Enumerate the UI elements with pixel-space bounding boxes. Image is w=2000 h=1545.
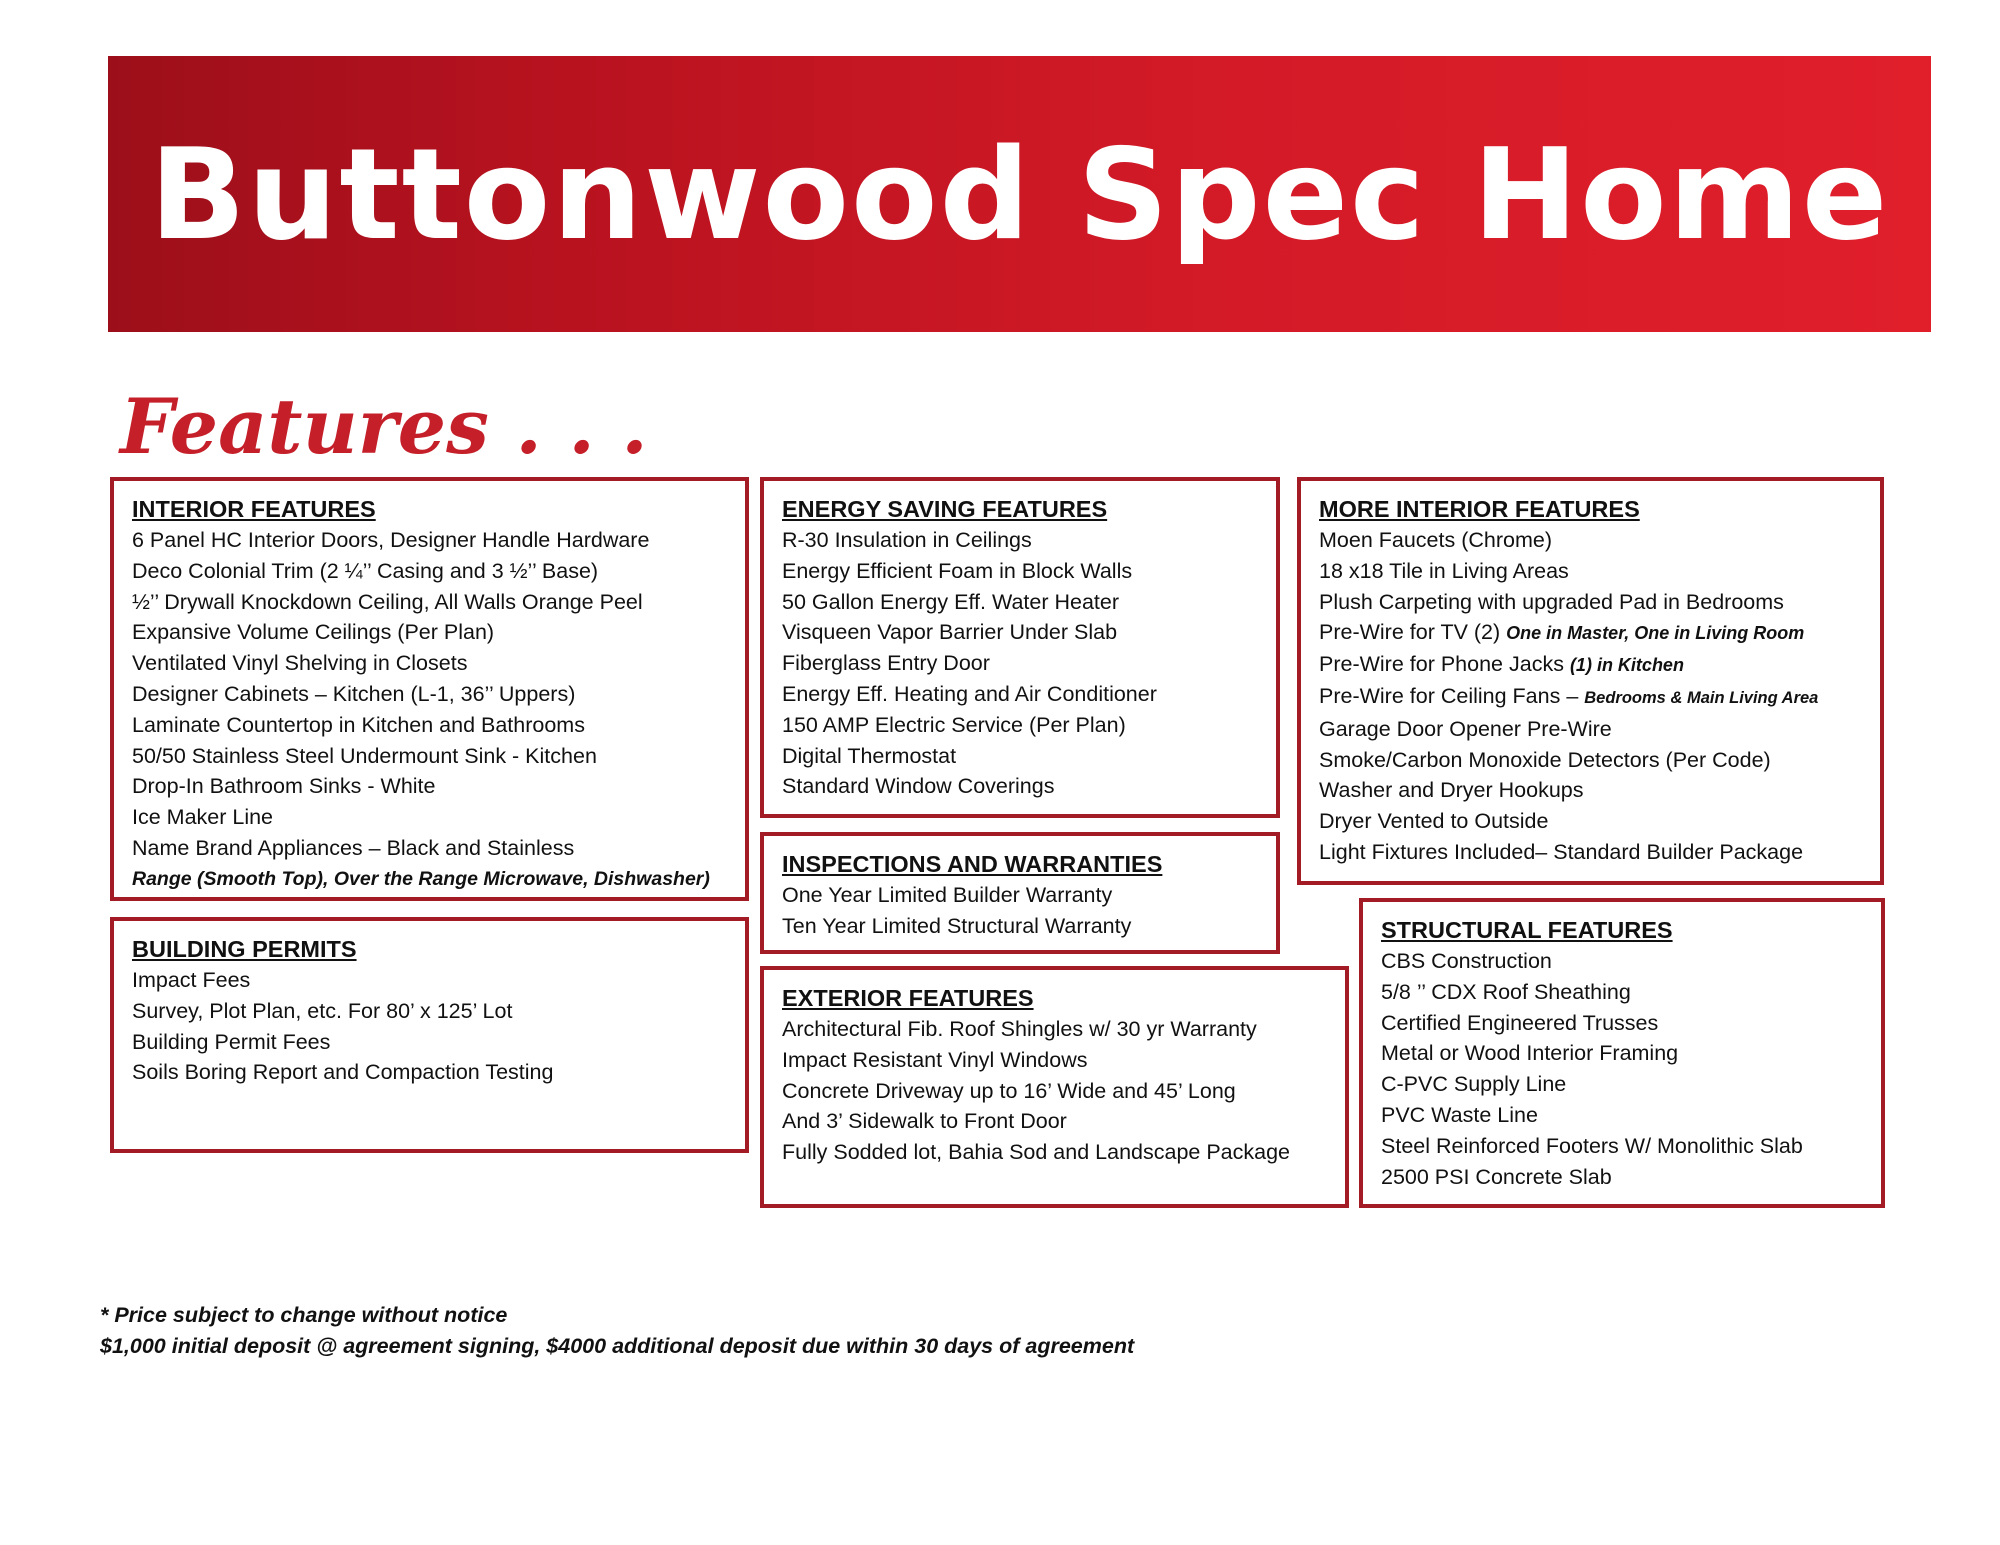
tv-prewire-note: One in Master, One in Living Room [1506, 623, 1805, 644]
list-item: 50/50 Stainless Steel Undermount Sink - Kitchen [132, 743, 597, 768]
list-item: And 3’ Sidewalk to Front Door [782, 1109, 1067, 1134]
fan-prewire-note: Bedrooms & Main Living Area [1584, 688, 1819, 707]
inspections-warranties-box [760, 832, 1280, 954]
list-item: 6 Panel HC Interior Doors, Designer Handle Hardware [132, 528, 650, 552]
list-item: Energy Eff. Heating and Air Conditioner [782, 681, 1157, 706]
list-item [1319, 649, 1862, 681]
list-item: Soils Boring Report and Compaction Testing [132, 1060, 554, 1085]
deposit-notice: $1,000 initial deposit @ agreement signing, $4000 additional deposit due within 30 days of agreement [100, 1334, 1135, 1358]
list-item: Designer Cabinets – Kitchen (L-1, 36’’ Uppers) [132, 681, 576, 706]
list-item: Range (Smooth Top), Over the Range Microwave, Dishwasher) [132, 867, 710, 890]
page-title: Buttonwood Spec Home [149, 120, 1890, 268]
list-item: Garage Door Opener Pre-Wire [1319, 716, 1612, 741]
list-item: Ice Maker Line [132, 805, 274, 830]
list-item: Impact Fees [132, 968, 251, 992]
list-item: Digital Thermostat [782, 743, 957, 768]
list-item: Dryer Vented to Outside [1319, 809, 1549, 834]
list-item: Steel Reinforced Footers W/ Monolithic Slab [1381, 1133, 1803, 1158]
interior-features-list [132, 525, 727, 895]
structural-features-title: STRUCTURAL FEATURES [1381, 917, 1673, 943]
building-permits-list [132, 965, 727, 1088]
list-item: Architectural Fib. Roof Shingles w/ 30 yr Warranty [782, 1017, 1257, 1041]
list-item: Metal or Wood Interior Framing [1381, 1041, 1679, 1066]
fan-prewire-label: Pre-Wire for Ceiling Fans – [1319, 683, 1579, 708]
phone-prewire-label: Pre-Wire for Phone Jacks [1319, 652, 1564, 677]
list-item: 50 Gallon Energy Eff. Water Heater [782, 589, 1119, 614]
title-banner [108, 56, 1931, 332]
building-permits-title: BUILDING PERMITS [132, 936, 357, 962]
structural-features-box [1359, 898, 1885, 1208]
inspections-warranties-list [782, 880, 1258, 942]
exterior-features-box [760, 966, 1349, 1208]
list-item: Survey, Plot Plan, etc. For 80’ x 125’ Lot [132, 998, 513, 1023]
list-item: Fiberglass Entry Door [782, 651, 990, 676]
list-item: C-PVC Supply Line [1381, 1072, 1567, 1097]
list-item: ½’’ Drywall Knockdown Ceiling, All Walls Orange Peel [132, 589, 643, 614]
list-item: Building Permit Fees [132, 1029, 331, 1054]
list-item [1319, 617, 1862, 649]
list-item: Light Fixtures Included– Standard Builder Package [1319, 839, 1804, 864]
list-item: Moen Faucets (Chrome) [1319, 528, 1552, 552]
list-item: Laminate Countertop in Kitchen and Bathrooms [132, 712, 585, 737]
interior-features-title: INTERIOR FEATURES [132, 496, 376, 522]
list-item: Expansive Volume Ceilings (Per Plan) [132, 620, 495, 645]
list-item: 5/8 ’’ CDX Roof Sheathing [1381, 979, 1631, 1004]
list-item: Certified Engineered Trusses [1381, 1010, 1659, 1035]
list-item: Plush Carpeting with upgraded Pad in Bedrooms [1319, 589, 1784, 614]
exterior-features-title: EXTERIOR FEATURES [782, 985, 1034, 1011]
list-item: CBS Construction [1381, 949, 1552, 973]
list-item: 18 x18 Tile in Living Areas [1319, 558, 1569, 583]
interior-features-box [110, 477, 749, 901]
list-item: PVC Waste Line [1381, 1102, 1538, 1127]
list-item: Energy Efficient Foam in Block Walls [782, 558, 1133, 583]
more-interior-list [1319, 525, 1862, 868]
building-permits-box [110, 917, 749, 1153]
list-item: Ventilated Vinyl Shelving in Closets [132, 651, 468, 676]
list-item: One Year Limited Builder Warranty [782, 883, 1113, 907]
list-item: Deco Colonial Trim (2 ¼’’ Casing and 3 ½’’ Base) [132, 558, 599, 583]
list-item: Drop-In Bathroom Sinks - White [132, 774, 436, 799]
price-notice: * Price subject to change without notice [100, 1303, 508, 1327]
features-heading: Features . . . [120, 382, 648, 471]
energy-saving-title: ENERGY SAVING FEATURES [782, 496, 1108, 522]
list-item: 150 AMP Electric Service (Per Plan) [782, 712, 1126, 737]
list-item: Fully Sodded lot, Bahia Sod and Landscape Package [782, 1140, 1291, 1165]
inspections-warranties-title: INSPECTIONS AND WARRANTIES [782, 851, 1163, 877]
list-item: Name Brand Appliances – Black and Stainless [132, 835, 575, 860]
energy-saving-list [782, 525, 1258, 802]
list-item: Concrete Driveway up to 16’ Wide and 45’ Long [782, 1078, 1236, 1103]
more-interior-box [1297, 477, 1884, 885]
structural-features-list [1381, 946, 1863, 1192]
list-item: Washer and Dryer Hookups [1319, 778, 1584, 803]
energy-saving-box [760, 477, 1280, 818]
list-item: Ten Year Limited Structural Warranty [782, 913, 1132, 938]
list-item: Standard Window Coverings [782, 774, 1055, 799]
phone-prewire-note: (1) in Kitchen [1569, 655, 1684, 676]
list-item: R-30 Insulation in Ceilings [782, 528, 1032, 552]
list-item [1319, 681, 1862, 714]
list-item: Smoke/Carbon Monoxide Detectors (Per Code) [1319, 747, 1771, 772]
footnote [100, 1300, 1134, 1362]
list-item: 2500 PSI Concrete Slab [1381, 1164, 1612, 1189]
more-interior-title: MORE INTERIOR FEATURES [1319, 496, 1640, 522]
tv-prewire-label: Pre-Wire for TV (2) [1319, 620, 1501, 645]
list-item: Impact Resistant Vinyl Windows [782, 1047, 1088, 1072]
exterior-features-list [782, 1014, 1327, 1168]
list-item: Visqueen Vapor Barrier Under Slab [782, 620, 1118, 645]
